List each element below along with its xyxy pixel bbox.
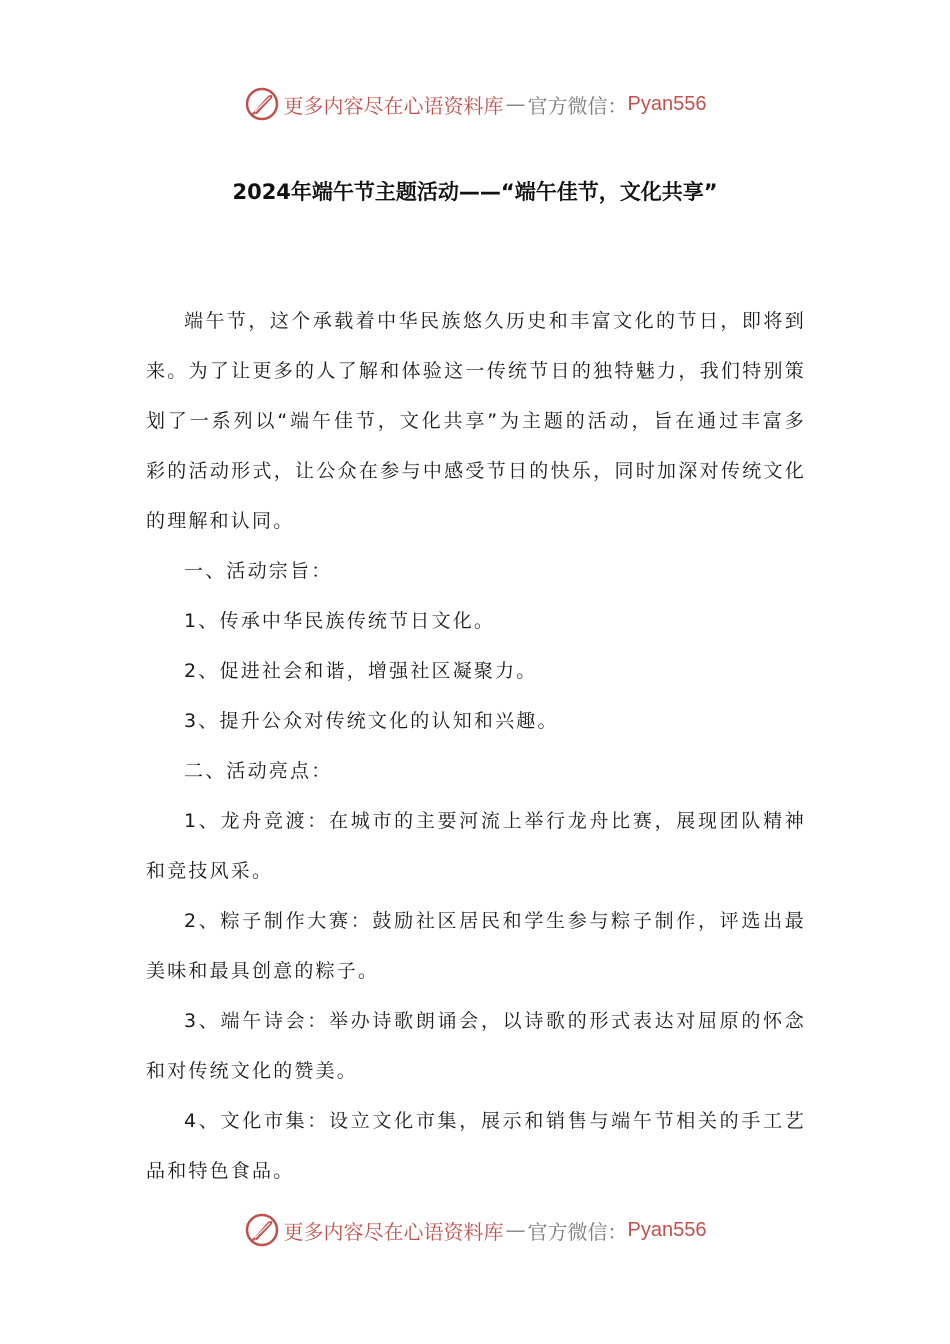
banner-dash: — [505, 92, 526, 116]
purpose-item: 3、提升公众对传统文化的认知和兴趣。 [184, 710, 559, 732]
banner-official-label: 官方微信： [527, 93, 628, 118]
intro-paragraph: 端午节，这个承载着中华民族悠久历史和丰富文化的节日，即将到来。为了让更多的人了解和体验这一传统节日的独特魅力，我们特别策划了一系列以“端午佳节，文化共享”为主题的活动，旨在通过丰富多彩的活动形式，让公众在参与中感受节日的快乐，同时加深对传统文化的理解和认同。 [146, 310, 806, 532]
header-watermark-banner [0, 84, 950, 124]
purpose-item: 2、促进社会和谐，增强社区凝聚力。 [184, 660, 538, 682]
section-heading-purpose: 一、活动宗旨： [184, 560, 333, 582]
banner-main-text: 更多内容尽在心语资料库 [283, 1219, 504, 1244]
document-body [146, 296, 806, 1196]
banner-official-label: 官方微信： [527, 1219, 628, 1244]
footer-watermark-banner [0, 1210, 950, 1250]
highlight-item: 4、文化市集：设立文化市集，展示和销售与端午节相关的手工艺品和特色食品。 [146, 1110, 806, 1182]
banner-main-text: 更多内容尽在心语资料库 [283, 93, 504, 118]
highlight-item: 3、端午诗会：举办诗歌朗诵会，以诗歌的形式表达对屈原的怀念和对传统文化的赞美。 [146, 1010, 806, 1082]
highlight-item: 2、粽子制作大赛：鼓励社区居民和学生参与粽子制作，评选出最美味和最具创意的粽子。 [146, 910, 806, 982]
quill-logo-icon [244, 1212, 280, 1248]
highlight-item: 1、龙舟竞渡：在城市的主要河流上举行龙舟比赛，展现团队精神和竞技风采。 [146, 810, 806, 882]
banner-dash: — [505, 1218, 526, 1242]
document-title: 2024年端午节主题活动——“端午佳节，文化共享” [232, 180, 718, 204]
banner-account: Pyan556 [627, 92, 707, 115]
banner-account: Pyan556 [627, 1218, 707, 1241]
purpose-item: 1、传承中华民族传统节日文化。 [184, 610, 496, 632]
quill-logo-icon [244, 86, 280, 122]
section-heading-highlights: 二、活动亮点： [184, 760, 333, 782]
